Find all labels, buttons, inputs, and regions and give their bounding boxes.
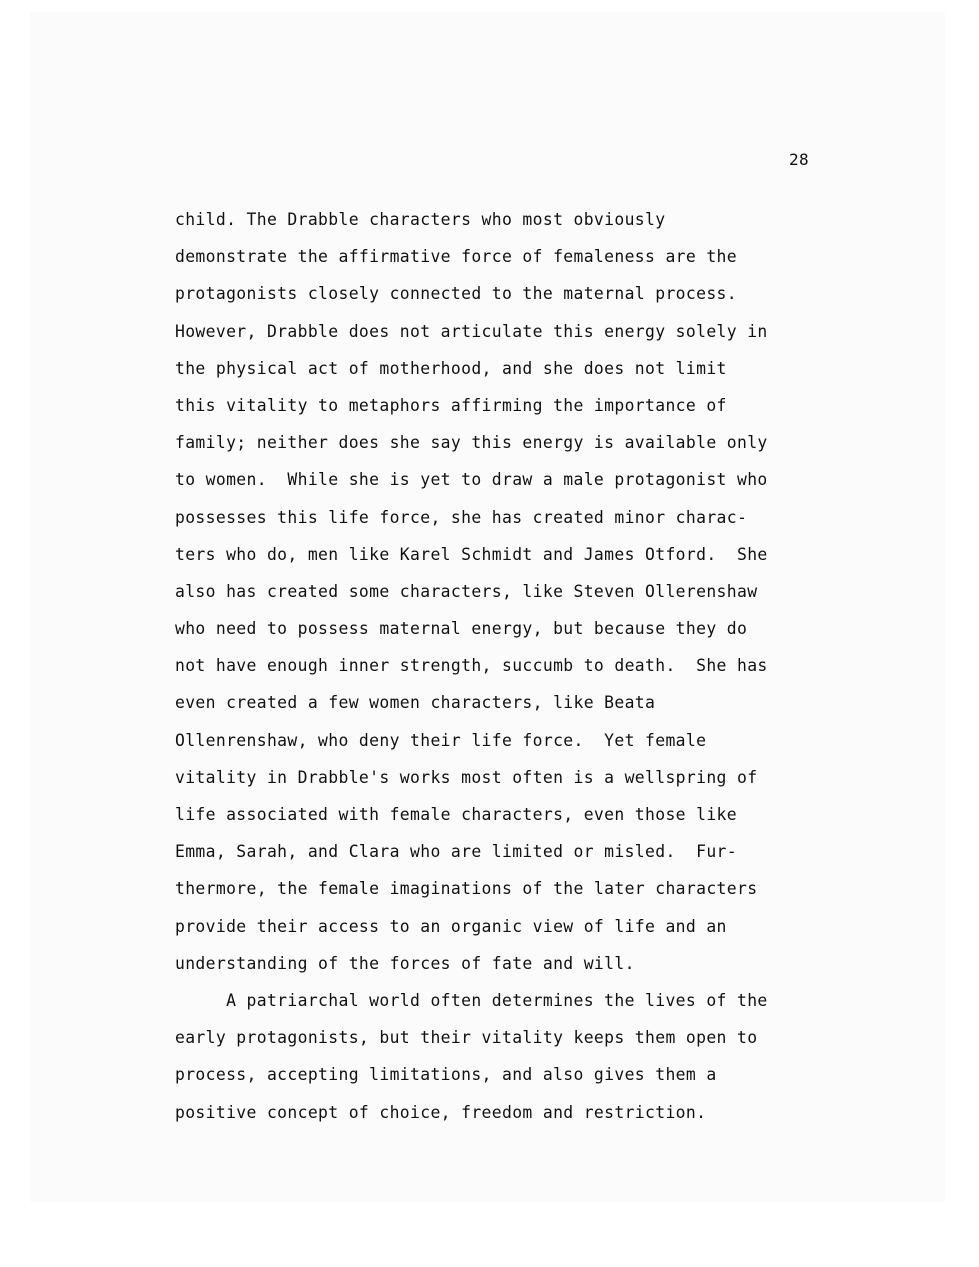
text-line: even created a few women characters, like Beata <box>175 693 656 713</box>
text-line: provide their access to an organic view of life and an <box>175 916 727 936</box>
text-line: the physical act of motherhood, and she does not limit <box>175 358 727 378</box>
body-text <box>175 206 855 1136</box>
text-line: Emma, Sarah, and Clara who are limited or misled. Fur- <box>175 842 737 862</box>
text-line: this vitality to metaphors affirming the importance of <box>175 395 727 415</box>
text-line: vitality in Drabble's works most often is a wellspring of <box>175 767 758 787</box>
text-line: demonstrate the affirmative force of femaleness are the <box>175 247 737 267</box>
text-line: early protagonists, but their vitality keeps them open to <box>175 1028 758 1048</box>
text-line: family; neither does she say this energy is available only <box>175 433 768 453</box>
page-number: 28 <box>789 150 810 169</box>
text-line: understanding of the forces of fate and will. <box>175 953 635 973</box>
text-line: who need to possess maternal energy, but because they do <box>175 619 748 639</box>
paragraph-start-line: A patriarchal world often determines the lives of the <box>175 990 768 1010</box>
text-line: Ollenrenshaw, who deny their life force. Yet female <box>175 730 707 750</box>
text-line: to women. While she is yet to draw a male protagonist who <box>175 470 768 490</box>
text-line: ters who do, men like Karel Schmidt and James Otford. She <box>175 544 768 564</box>
text-line: process, accepting limitations, and also gives them a <box>175 1065 717 1085</box>
text-line: However, Drabble does not articulate this energy solely in <box>175 321 768 341</box>
text-line: child. The Drabble characters who most obviously <box>175 210 666 229</box>
text-line: also has created some characters, like Steven Ollerenshaw <box>175 581 758 601</box>
text-line: possesses this life force, she has created minor charac- <box>175 507 748 527</box>
text-line: positive concept of choice, freedom and restriction. <box>175 1102 707 1122</box>
text-line: not have enough inner strength, succumb to death. She has <box>175 656 768 676</box>
text-line: thermore, the female imaginations of the later characters <box>175 879 758 899</box>
text-line: life associated with female characters, even those like <box>175 805 737 824</box>
text-line: protagonists closely connected to the maternal process. <box>175 284 737 304</box>
